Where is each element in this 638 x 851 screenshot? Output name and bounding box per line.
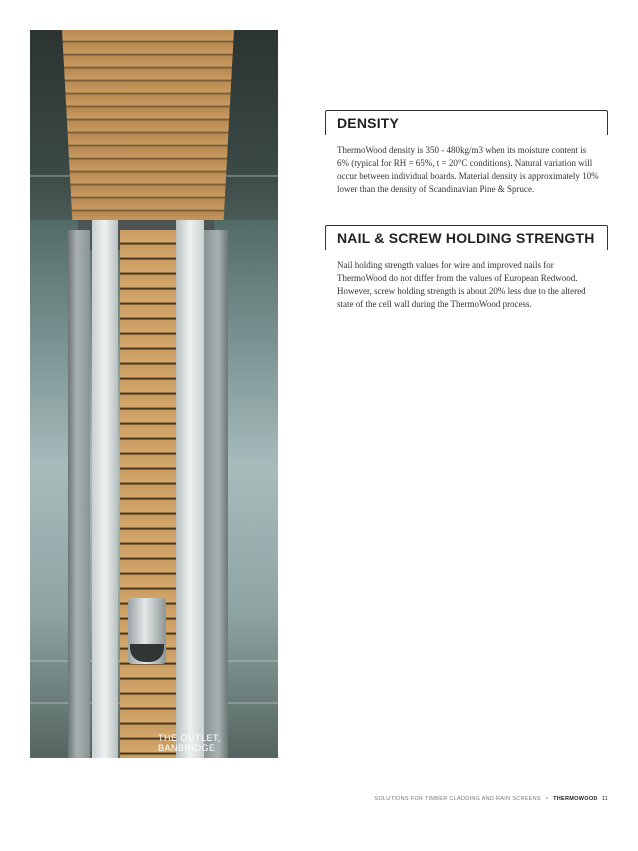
density-heading-box (325, 110, 608, 135)
photo-timber-cladding (120, 230, 176, 758)
building-photo (30, 30, 278, 758)
nail-screw-heading-box (325, 225, 608, 250)
nail-screw-body: Nail holding strength values for wire and improved nails for ThermoWood do not differ from the values of European Redwood. However, screw holding strength is about 20% less due to the altered state of the cell wall during the ThermoWood process. (337, 260, 586, 309)
footer-publication-title: SOLUTIONS FOR TIMBER CLADDING AND RAIN SCREENS (374, 796, 541, 802)
density-section (325, 110, 608, 196)
photo-post-right-face (176, 220, 204, 758)
photo-caption: THE OUTLET, BANBRIDGE (158, 733, 222, 753)
photo-post-left-face (92, 220, 118, 758)
footer-separator: • (545, 796, 549, 802)
density-heading: DENSITY (337, 115, 400, 131)
density-body: ThermoWood density is 350 - 480kg/m3 when its moisture content is 6% (typical for RH = 65%, t = 20°C conditions). Natural variation will occur between individual boards. Material density is approximately 10% lower than the density of Scandinavian Pine & Spruce. (337, 145, 599, 194)
footer-brand: THERMOWOOD (553, 796, 598, 802)
nail-screw-section (325, 225, 608, 311)
photo-timber-soffit (62, 30, 234, 220)
page-number: 11 (601, 796, 608, 802)
nail-screw-heading: NAIL & SCREW HOLDING STRENGTH (337, 230, 595, 246)
photo-post-right (204, 230, 228, 758)
photo-post-left (68, 230, 90, 758)
page-footer (374, 796, 608, 802)
